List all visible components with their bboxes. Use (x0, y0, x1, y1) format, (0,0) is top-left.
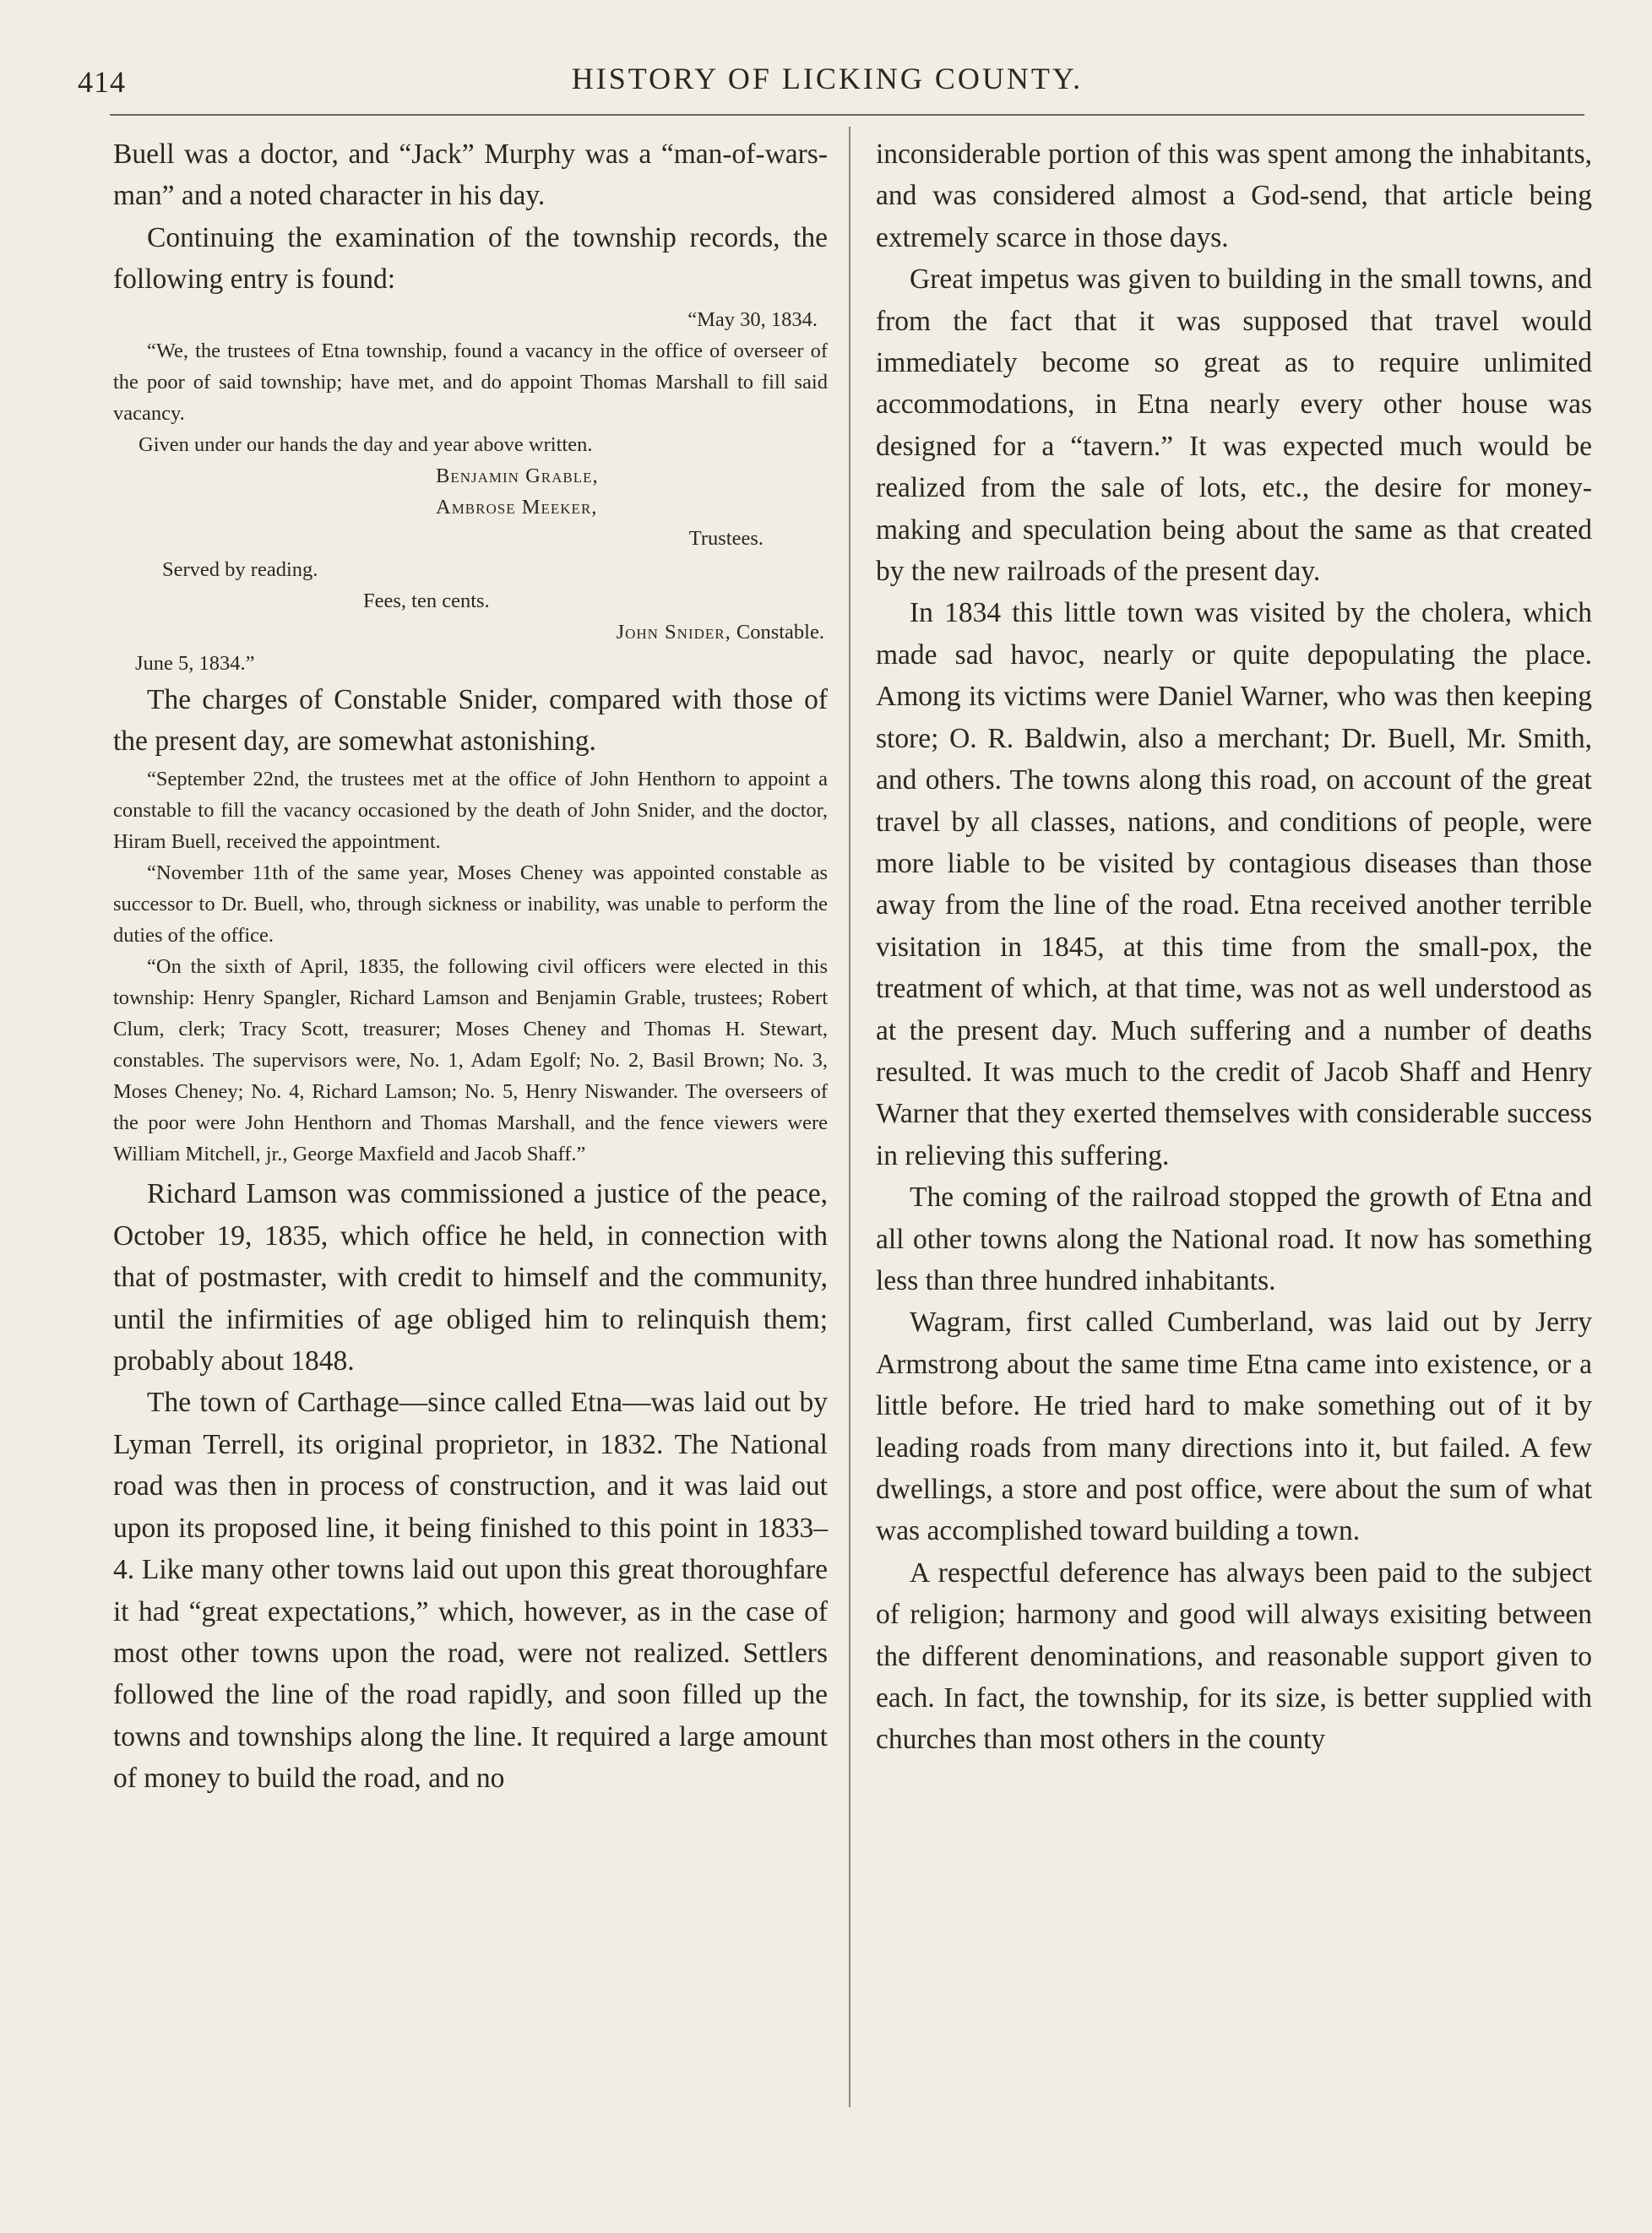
record-paragraph: “November 11th of the same year, Moses Cheney was appointed constable as successor to Dr. Buell, who, through sickness or inability, was unable to perform the duties of the office. (113, 861, 828, 948)
paragraph: Buell was a doctor, and “Jack” Murphy was a “man-of-wars-man” and a noted character in his day. (113, 139, 828, 212)
quoted-record-1 (113, 304, 828, 679)
paragraph: Continuing the examination of the township records, the following entry is found: (113, 221, 828, 296)
record-paragraph: “September 22nd, the trustees met at the office of John Henthorn to appoint a constable to fill the vacancy occasioned by the death of John Snider, and the doctor, Hiram Buell, received the appointment. (113, 768, 828, 854)
running-title: HISTORY OF LICKING COUNTY. (571, 62, 1084, 95)
constable-title: Constable. (736, 620, 824, 644)
record-date-2: June 5, 1834.” (135, 651, 255, 675)
record-given: Given under our hands the day and year above written. (139, 432, 593, 456)
signature-1: Benjamin Grable, (436, 464, 599, 487)
paragraph: Richard Lamson was commissioned a justice of the peace, October 19, 1835, which office he held, in connection with that of postmaster, with credit to himself and the community, until the infirmities of age obliged him to relinquish them; probably about 1848. (113, 1178, 828, 1377)
paragraph: A respectful deference has always been paid to the subject of religion; harmony and good will always exisiting between the different denominations, and reasonable support given to each. In fact, the township, for its size, is better supplied with churches than most others in the county (876, 1557, 1592, 1756)
header-rule (110, 114, 1584, 116)
record-paragraph: “On the sixth of April, 1835, the following civil officers were elected in this township: Henry Spangler, Richard Lamson and Benjamin Grable, trustees; Robert Clum, clerk; Tracy Scott, treasurer; Moses Cheney and Thomas H. Stewart, constables. The supervisors were, No. 1, Adam Egolf; No. 2, Basil Brown; No. 3, Moses Cheney; No. 4, Richard Lamson; No. 5, Henry Niswander. The overseers of the poor were John Henthorn and Thomas Marshall, and the fence viewers were William Mitchell, jr., George Maxfield and Jacob Shaff.” (113, 955, 828, 1166)
trustees-label: Trustees. (688, 526, 764, 550)
column-divider (849, 127, 850, 2107)
signature-2: Ambrose Meeker, (436, 495, 598, 519)
record-body: “We, the trustees of Etna township, found a vacancy in the office of overseer of the poor of said township; have met, and do appoint Thomas Marshall to fill said vacancy. (113, 339, 828, 425)
paragraph: Wagram, first called Cumberland, was laid out by Jerry Armstrong about the same time Etna came into existence, or a little before. He tried hard to make something out of it by leading roads from many directions into it, but failed. A few dwellings, a store and post office, were about the sum of what was accomplished toward building a town. (876, 1307, 1592, 1547)
paragraph: The charges of Constable Snider, compared with those of the present day, are somewhat astonishing. (113, 683, 828, 758)
constable-name: John Snider, (616, 620, 731, 644)
paragraph: Great impetus was given to building in the small towns, and from the fact that it was supposed that travel would immediately become so great as to require unlimited accommodations, in Etna nearly every other house was designed for a “tavern.” It was expected much would be realized from the sale of lots, etc., the desire for money-making and speculation being about the same as that created by the new railroads of the present day. (876, 264, 1592, 588)
quoted-record-2 (113, 763, 828, 1170)
right-column (876, 133, 1592, 1761)
constable-signature (113, 617, 828, 648)
paragraph: The town of Carthage—since called Etna—was laid out by Lyman Terrell, its original proprietor, in 1832. The National road was then in process of construction, and it was laid out upon its proposed line, it being finished to this point in 1833–4. Like many other towns laid out upon this great thoroughfare it had “great expectations,” which, however, as in the case of most other towns upon the road, were not realized. Settlers followed the line of the road rapidly, and soon filled up the towns and townships along the line. It required a large amount of money to build the road, and no (113, 1387, 828, 1795)
paragraph: The coming of the railroad stopped the growth of Etna and all other towns along the National road. It now has something less than three hundred inhabitants. (876, 1182, 1592, 1296)
left-column (113, 133, 828, 1800)
served-note: Served by reading. (162, 557, 318, 581)
record-date: “May 30, 1834. (687, 307, 818, 331)
paragraph: In 1834 this little town was visited by the cholera, which made sad havoc, nearly or quite depopulating the place. Among its victims were Daniel Warner, who was then keeping store; O. R. Baldwin, also a merchant; Dr. Buell, Mr. Smith, and others. The towns along this road, on account of the great travel by all classes, nations, and conditions of people, were more liable to be visited by contagious diseases than those away from the line of the road. Etna received another terrible visitation in 1845, at this time from the small-pox, the treatment of which, at that time, was not as well understood as at the present day. Much suffering and a number of deaths resulted. It was much to the credit of Jacob Shaff and Henry Warner that they exerted themselves with considerable success in relieving this suffering. (876, 597, 1592, 1171)
paragraph: inconsiderable portion of this was spent among the inhabitants, and was considered almost a God-send, that article being extremely scarce in those days. (876, 139, 1592, 253)
running-header (78, 59, 1577, 110)
page-number: 414 (78, 65, 126, 99)
fees-note: Fees, ten cents. (363, 589, 490, 612)
